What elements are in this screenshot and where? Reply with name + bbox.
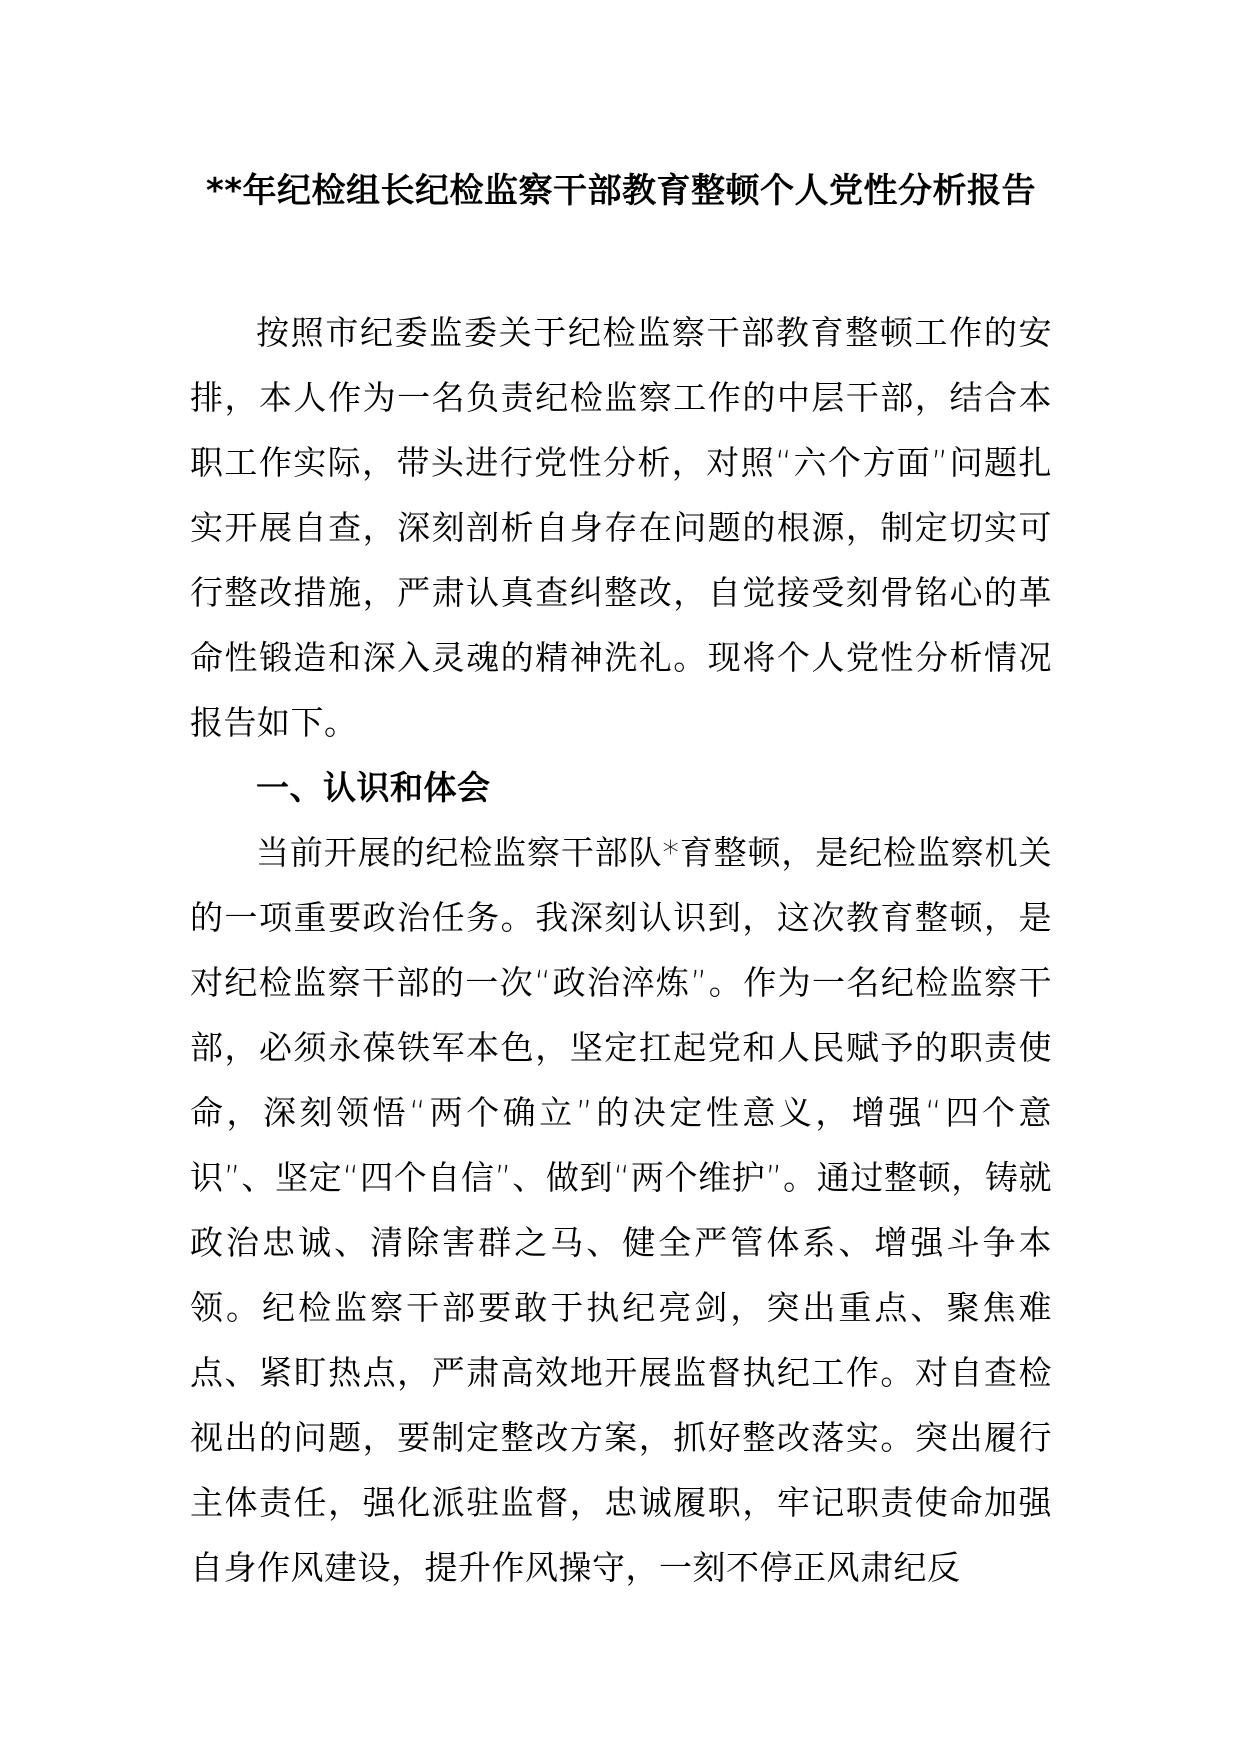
section-heading-1: 一、认识和体会 bbox=[256, 768, 491, 807]
paragraph-section-1-body: 当前开展的纪检监察干部队*育整顿，是纪检监察机关的一项重要政治任务。我深刻认识到，这次教育整顿，是对纪检监察干部的一次“政治淬炼”。作为一名纪检监察干部，必须永葆铁军本色，坚定扛起党和人民赋予的职责使命，深刻领悟“两个确立”的决定性意义，增强“四个意识”、坚定“四个自信”、做到“两个维护”。通过整顿，铸就政治忠诚、清除害群之马、健全严管体系、增强斗争本领。纪检监察干部要敢于执纪亮剑，突出重点、聚焦难点、紧盯热点，严肃高效地开展监督执纪工作。对自查检视出的问题，要制定整改方案，抓好整改落实。突出履行主体责任，强化派驻监督，忠诚履职，牢记职责使命加强自身作风建设，提升作风操守，一刻不停正风肃纪反 bbox=[190, 833, 1052, 1587]
document-title: **年纪检组长纪检监察干部教育整顿个人党性分析报告 bbox=[205, 171, 1037, 211]
paragraph-intro: 按照市纪委监委关于纪检监察干部教育整顿工作的安排，本人作为一名负责纪检监察工作的中层干部，结合本职工作实际，带头进行党性分析，对照“六个方面”问题扎实开展自查，深刻剖析自身存在问题的根源，制定切实可行整改措施，严肃认真查纠整改，自觉接受刻骨铭心的革命性锻造和深入灵魂的精神洗礼。现将个人党性分析情况报告如下。 bbox=[190, 313, 1052, 742]
